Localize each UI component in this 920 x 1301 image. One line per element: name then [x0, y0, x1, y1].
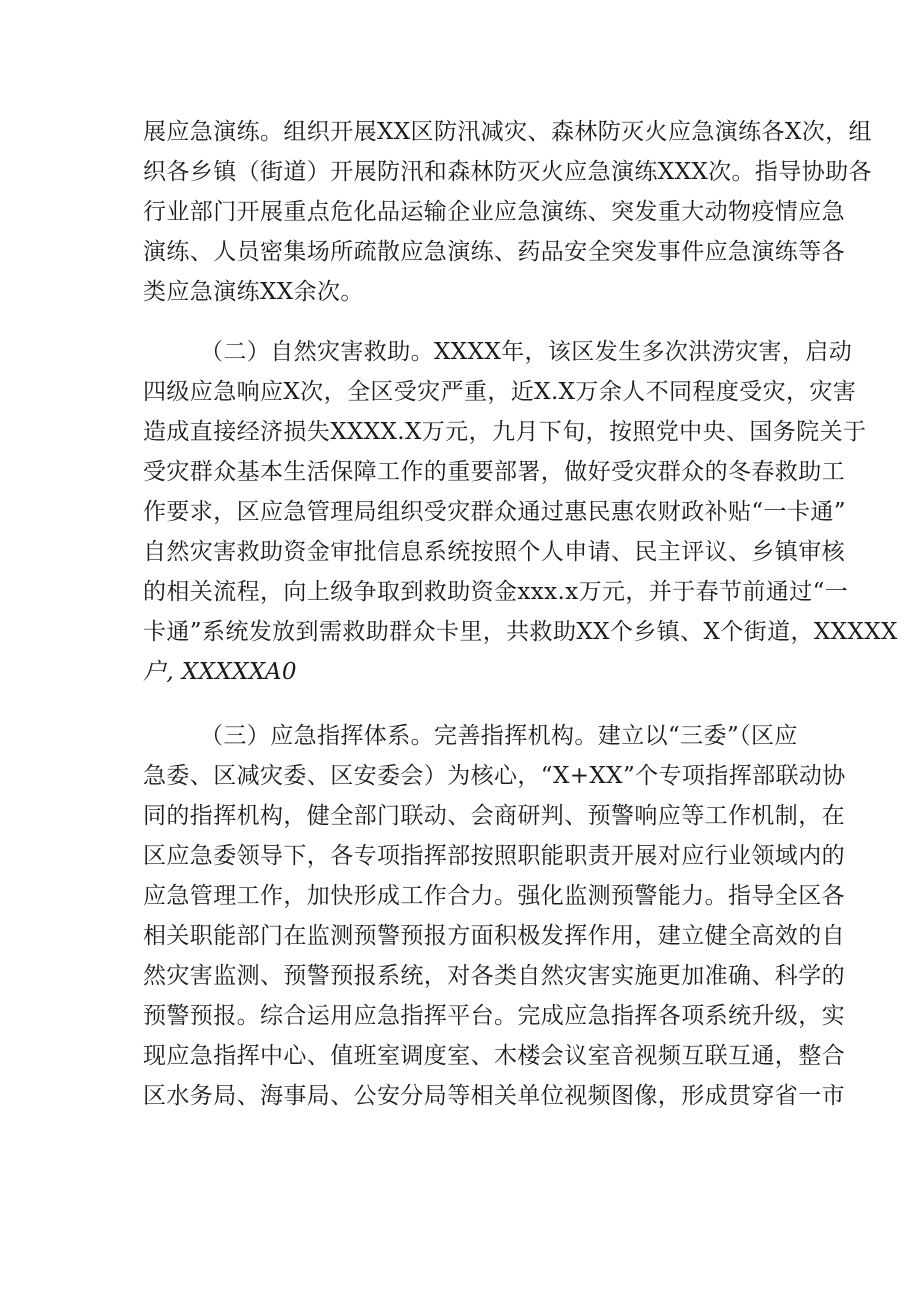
- paragraph-2-line-4: 受灾群众基本生活保障工作的重要部署，做好受灾群众的冬春救助工: [143, 459, 845, 485]
- paragraph-2-line-7: 的相关流程，向上级争取到救助资金xxx.x万元，并于春节前通过“一: [143, 579, 849, 605]
- paragraph-3-line-2: 急委、区减灾委、区安委会）为核心，“X+XX”个专项指挥部联动协: [143, 763, 846, 789]
- paragraph-3-line-5: 应急管理工作，加快形成工作合力。强化监测预警能力。指导全区各: [143, 883, 845, 909]
- paragraph-2-line-9: 户, XXXXXA0: [143, 659, 297, 685]
- paragraph-2-line-2: 四级应急响应X次，全区受灾严重，近X.X万余人不同程度受灾，灾害: [143, 379, 857, 405]
- paragraph-1-line-5: 类应急演练XX余次。: [143, 279, 364, 305]
- paragraph-3-line-1: （三）应急指挥体系。完善指挥机构。建立以“三委”（区应: [200, 723, 798, 749]
- paragraph-3-line-9: 现应急指挥中心、值班室调度室、木楼会议室音视频互联互通，整合: [143, 1043, 845, 1069]
- paragraph-1-line-1: 展应急演练。组织开展XX区防汛减灾、森林防灭火应急演练各X次，组: [143, 119, 872, 145]
- paragraph-3-line-3: 同的指挥机构，健全部门联动、会商研判、预警响应等工作机制，在: [143, 803, 845, 829]
- paragraph-3-line-7: 然灾害监测、预警预报系统，对各类自然灾害实施更加准确、科学的: [143, 963, 845, 989]
- paragraph-3-line-4: 区应急委领导下，各专项指挥部按照职能职责开展对应行业领域内的: [143, 843, 845, 869]
- paragraph-2-line-6: 自然灾害救助资金审批信息系统按照个人申请、民主评议、乡镇审核: [143, 539, 845, 565]
- paragraph-3-line-8: 预警预报。综合运用应急指挥平台。完成应急指挥各项系统升级，实: [143, 1003, 845, 1029]
- paragraph-2-line-8: 卡通”系统发放到需救助群众卡里，共救助XX个乡镇、X个街道，XXXXX: [143, 619, 898, 645]
- paragraph-1-line-2: 织各乡镇（街道）开展防汛和森林防灭火应急演练XXX次。指导协助各: [143, 159, 872, 185]
- paragraph-2-line-1: （二）自然灾害救助。XXXX年，该区发生多次洪涝灾害，启动: [200, 339, 853, 365]
- paragraph-2-line-5: 作要求，区应急管理局组织受灾群众通过惠民惠农财政补贴“一卡通”: [143, 499, 846, 525]
- paragraph-3-line-6: 相关职能部门在监测预警预报方面积极发挥作用，建立健全高效的自: [143, 923, 845, 949]
- paragraph-1-line-4: 演练、人员密集场所疏散应急演练、药品安全突发事件应急演练等各: [143, 239, 845, 265]
- paragraph-3-line-10: 区水务局、海事局、公安分局等相关单位视频图像，形成贯穿省一市: [143, 1083, 845, 1109]
- paragraph-1-line-3: 行业部门开展重点危化品运输企业应急演练、突发重大动物疫情应急: [143, 199, 845, 225]
- paragraph-2-line-3: 造成直接经济损失XXXX.X万元，九月下旬，按照党中央、国务院关于: [143, 419, 867, 445]
